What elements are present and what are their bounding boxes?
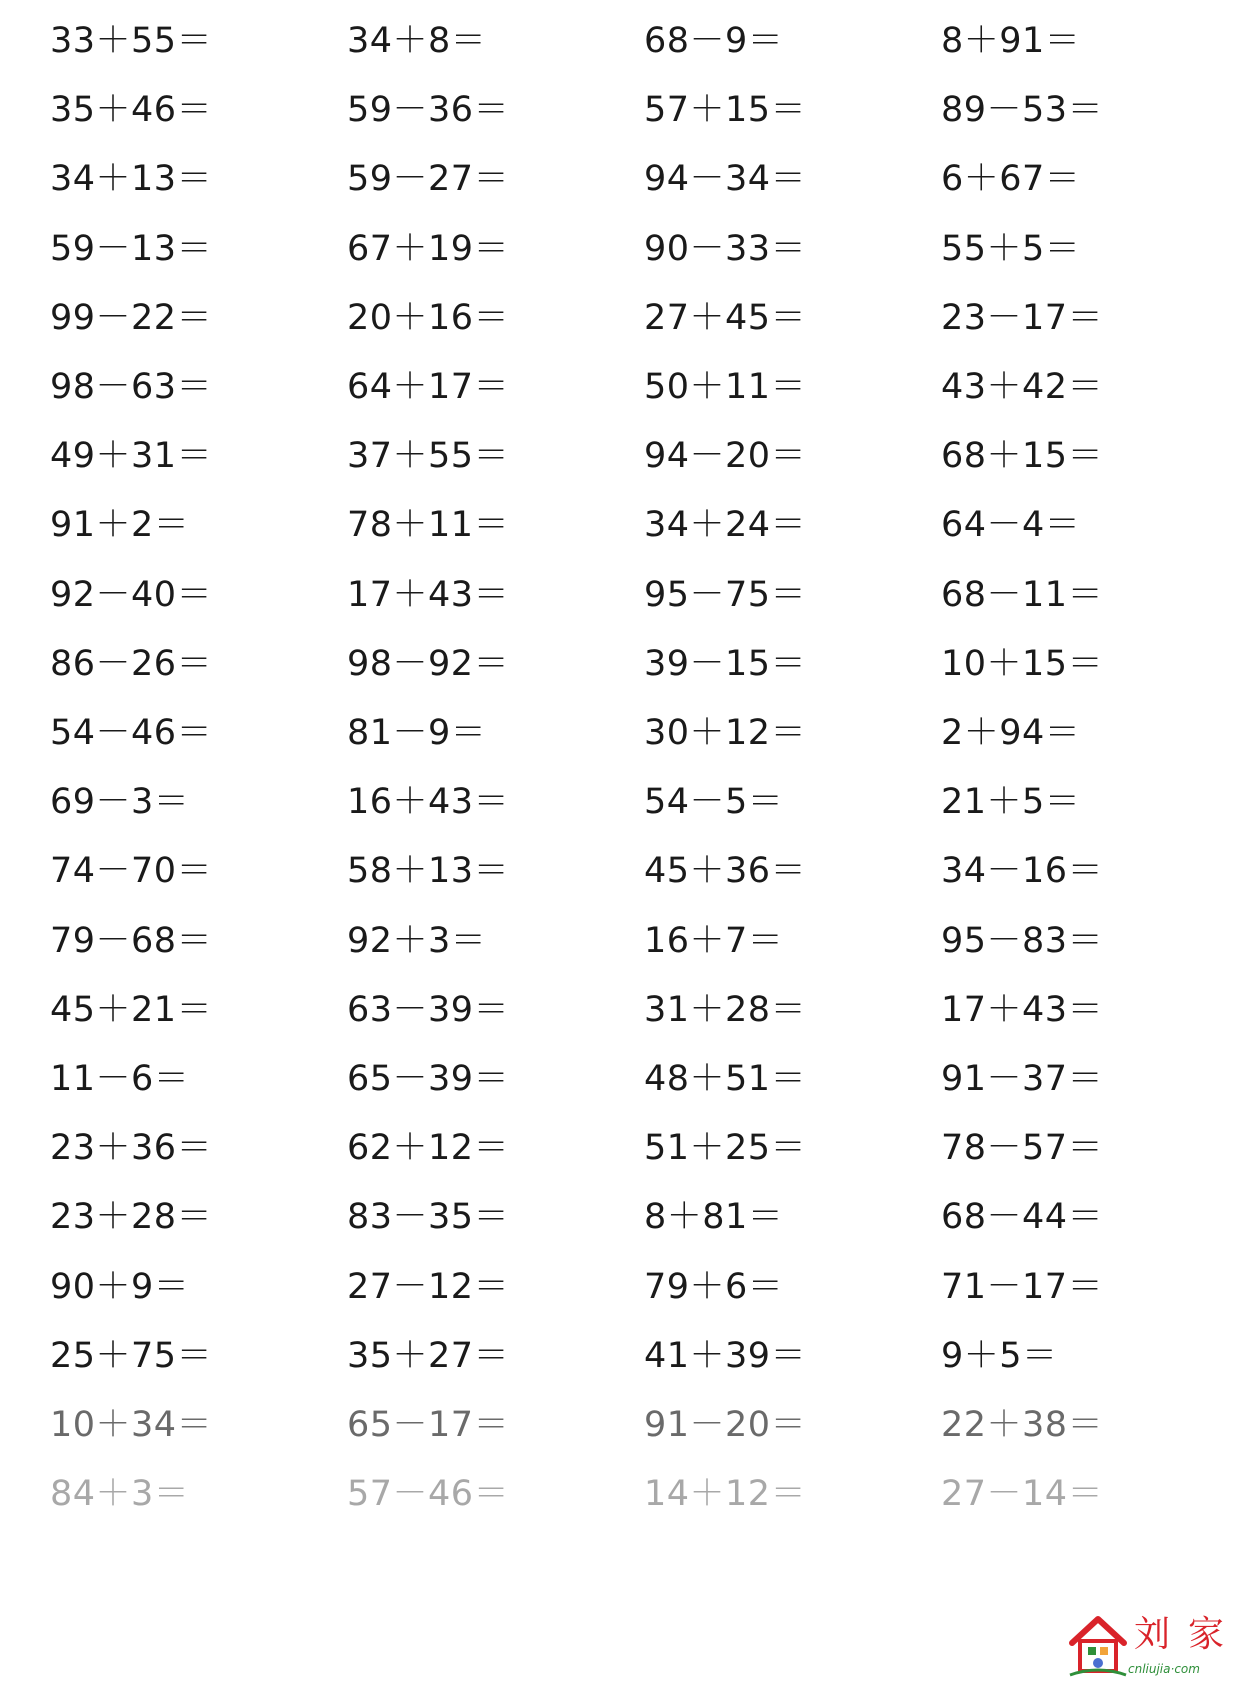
math-problem: 54－5＝ xyxy=(644,782,784,823)
math-problem: 23＋28＝ xyxy=(50,1197,213,1238)
math-problem: 90＋9＝ xyxy=(50,1266,190,1307)
math-problem: 68＋15＝ xyxy=(941,436,1104,477)
math-problem: 78＋11＝ xyxy=(347,505,510,546)
math-problem: 79－68＝ xyxy=(50,920,213,961)
math-problem: 17＋43＝ xyxy=(941,989,1104,1030)
math-problem: 89－53＝ xyxy=(941,90,1104,131)
math-problem: 16＋7＝ xyxy=(644,920,784,961)
math-problem: 59－36＝ xyxy=(347,90,510,131)
math-problem: 39－15＝ xyxy=(644,643,807,684)
math-problem: 68－44＝ xyxy=(941,1197,1104,1238)
math-problem: 91－37＝ xyxy=(941,1059,1104,1099)
math-problem: 68－11＝ xyxy=(941,574,1104,615)
math-problem: 31＋28＝ xyxy=(644,989,807,1030)
math-problem: 57－46＝ xyxy=(347,1474,510,1515)
math-problem: 23＋36＝ xyxy=(50,1128,213,1169)
math-problem: 58＋13＝ xyxy=(347,851,510,892)
math-problem: 34＋13＝ xyxy=(50,159,213,200)
math-problem: 92＋3＝ xyxy=(347,920,487,961)
math-problem: 6＋67＝ xyxy=(941,159,1081,200)
math-problem: 23－17＝ xyxy=(941,297,1104,338)
math-problem: 84＋3＝ xyxy=(50,1474,190,1515)
house-icon xyxy=(1066,1613,1130,1679)
math-problem: 67＋19＝ xyxy=(347,228,510,269)
math-problem: 8＋91＝ xyxy=(941,21,1081,61)
math-problem: 95－83＝ xyxy=(941,920,1104,961)
math-problem: 81－9＝ xyxy=(347,713,487,753)
math-problem: 43＋42＝ xyxy=(941,367,1104,407)
math-problem: 41＋39＝ xyxy=(644,1335,807,1376)
math-problem: 95－75＝ xyxy=(644,574,807,615)
math-problem: 83－35＝ xyxy=(347,1197,510,1238)
math-problem: 86－26＝ xyxy=(50,643,213,684)
math-problem: 50＋11＝ xyxy=(644,367,807,407)
math-problem: 25＋75＝ xyxy=(50,1335,213,1376)
math-problem: 45＋21＝ xyxy=(50,989,213,1030)
math-problem: 45＋36＝ xyxy=(644,851,807,892)
math-problem: 71－17＝ xyxy=(941,1266,1104,1307)
watermark-chars: 刘家 xyxy=(1134,1614,1242,1655)
math-problem: 78－57＝ xyxy=(941,1128,1104,1169)
math-problem: 57＋15＝ xyxy=(644,90,807,131)
math-problem: 11－6＝ xyxy=(50,1059,190,1099)
math-problem: 16＋43＝ xyxy=(347,782,510,823)
math-problem: 63－39＝ xyxy=(347,989,510,1030)
math-problem: 62＋12＝ xyxy=(347,1128,510,1169)
math-problem: 91＋2＝ xyxy=(50,505,190,546)
math-problem: 30＋12＝ xyxy=(644,713,807,753)
math-problem: 98－63＝ xyxy=(50,367,213,407)
watermark-logo xyxy=(1066,1613,1242,1683)
math-problem: 9＋5＝ xyxy=(941,1335,1058,1376)
math-problem: 8＋81＝ xyxy=(644,1197,784,1238)
math-problem: 65－17＝ xyxy=(347,1405,510,1445)
math-problem: 90－33＝ xyxy=(644,228,807,269)
math-problem: 34＋24＝ xyxy=(644,505,807,546)
math-problem: 14＋12＝ xyxy=(644,1474,807,1515)
math-problem: 59－27＝ xyxy=(347,159,510,200)
math-problem: 20＋16＝ xyxy=(347,297,510,338)
math-problem: 48＋51＝ xyxy=(644,1059,807,1099)
math-problem: 27＋45＝ xyxy=(644,297,807,338)
math-problem: 94－20＝ xyxy=(644,436,807,477)
math-problem: 34－16＝ xyxy=(941,851,1104,892)
math-problem: 64＋17＝ xyxy=(347,367,510,407)
math-problem: 64－4＝ xyxy=(941,505,1081,546)
watermark-url: cnliujia·com xyxy=(1128,1662,1200,1676)
math-problem: 74－70＝ xyxy=(50,851,213,892)
math-problem: 54－46＝ xyxy=(50,713,213,753)
math-problem: 22＋38＝ xyxy=(941,1405,1104,1445)
math-problem: 2＋94＝ xyxy=(941,713,1081,753)
math-problem: 33＋55＝ xyxy=(50,21,213,61)
math-problem: 49＋31＝ xyxy=(50,436,213,477)
math-problem: 92－40＝ xyxy=(50,574,213,615)
math-problem: 34＋8＝ xyxy=(347,21,487,61)
math-problem: 51＋25＝ xyxy=(644,1128,807,1169)
math-problem: 55＋5＝ xyxy=(941,228,1081,269)
math-problem: 10＋15＝ xyxy=(941,643,1104,684)
math-problem: 27－14＝ xyxy=(941,1474,1104,1515)
math-problem: 21＋5＝ xyxy=(941,782,1081,823)
math-problem: 37＋55＝ xyxy=(347,436,510,477)
math-problem: 65－39＝ xyxy=(347,1059,510,1099)
math-problem: 17＋43＝ xyxy=(347,574,510,615)
math-problem: 10＋34＝ xyxy=(50,1405,213,1445)
math-problem: 59－13＝ xyxy=(50,228,213,269)
math-problem: 79＋6＝ xyxy=(644,1266,784,1307)
math-problem: 69－3＝ xyxy=(50,782,190,823)
math-problem: 35＋27＝ xyxy=(347,1335,510,1376)
math-problem: 94－34＝ xyxy=(644,159,807,200)
math-problem: 27－12＝ xyxy=(347,1266,510,1307)
math-problem: 99－22＝ xyxy=(50,297,213,338)
math-problem: 35＋46＝ xyxy=(50,90,213,131)
math-problem: 91－20＝ xyxy=(644,1405,807,1445)
math-problem: 68－9＝ xyxy=(644,21,784,61)
math-problem: 98－92＝ xyxy=(347,643,510,684)
